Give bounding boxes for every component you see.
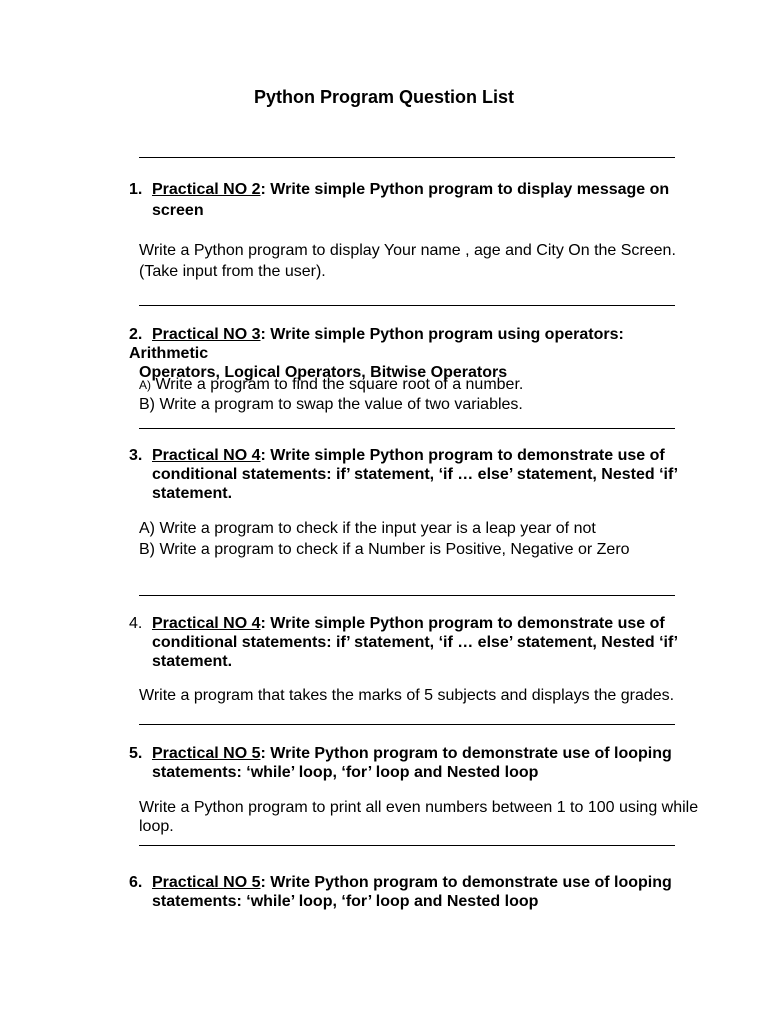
task-line: B) Write a program to check if a Number is Positive, Negative or Zero [139, 541, 630, 558]
task-line: A) Write a program to check if the input year is a leap year of not [139, 520, 596, 537]
question-4-heading [129, 614, 689, 671]
task-line [139, 375, 699, 395]
question-1-heading [129, 180, 689, 220]
divider [139, 428, 675, 429]
question-title: : Write simple Python program to display message on [260, 181, 670, 198]
task-line: Write a Python program to print all even numbers between 1 to 100 using while [139, 799, 699, 816]
task-line: B) Write a program to swap the value of two variables. [139, 396, 523, 413]
task-prefix: A) [139, 378, 151, 392]
question-number: 5. [129, 745, 143, 762]
practical-label: Practical NO 5 [152, 874, 261, 891]
task-line: loop. [139, 818, 174, 835]
question-title-continued: statement. [152, 485, 233, 502]
task-text: Write a program to find the square root of a number. [151, 376, 524, 393]
question-number: 4. [129, 615, 143, 632]
divider [139, 305, 675, 306]
question-title: : Write simple Python program to demonstrate use of [260, 615, 665, 632]
divider [139, 845, 675, 846]
task-line: Write a Python program to display Your name , age and City On the Screen. [139, 242, 676, 259]
question-title-continued: Operators, Logical Operators, Bitwise Operators [139, 364, 508, 381]
question-title: : Write Python program to demonstrate use of looping [260, 745, 672, 762]
practical-label: Practical NO 4 [152, 615, 261, 632]
question-3-heading [129, 446, 689, 503]
question-title-continued: statements: ‘while’ loop, ‘for’ loop and Nested loop [152, 893, 539, 910]
question-1-tasks [139, 241, 699, 282]
question-2-heading [129, 325, 689, 382]
question-number: 3. [129, 447, 143, 464]
divider [139, 157, 675, 158]
question-number: 2. [129, 326, 143, 343]
divider [139, 595, 675, 596]
question-6-heading [129, 873, 689, 911]
question-number: 1. [129, 181, 143, 198]
question-title-continued: screen [152, 202, 204, 219]
task-line: Write a program that takes the marks of 5 subjects and displays the grades. [139, 687, 675, 704]
question-title-continued: statements: ‘while’ loop, ‘for’ loop and Nested loop [152, 764, 539, 781]
question-5-tasks [139, 798, 699, 836]
question-title-continued: statement. [152, 653, 233, 670]
question-4-tasks [139, 686, 699, 706]
question-number: 6. [129, 874, 143, 891]
task-line: (Take input from the user). [139, 263, 326, 280]
divider [139, 724, 675, 725]
question-title: : Write simple Python program to demonstrate use of [260, 447, 665, 464]
practical-label: Practical NO 2 [152, 181, 261, 198]
practical-label: Practical NO 4 [152, 447, 261, 464]
page-title: Python Program Question List [253, 87, 515, 107]
question-3-tasks [139, 518, 699, 560]
question-5-heading [129, 744, 689, 782]
practical-label: Practical NO 3 [152, 326, 261, 343]
question-title: : Write Python program to demonstrate use of looping [260, 874, 672, 891]
question-2-tasks [139, 375, 699, 414]
question-title-continued: conditional statements: if’ statement, ‘if … else’ statement, Nested ‘if’ [152, 634, 679, 651]
question-title: : Write simple Python program using operators: Arithmetic [129, 326, 624, 362]
question-title-continued: conditional statements: if’ statement, ‘if … else’ statement, Nested ‘if’ [152, 466, 679, 483]
practical-label: Practical NO 5 [152, 745, 261, 762]
